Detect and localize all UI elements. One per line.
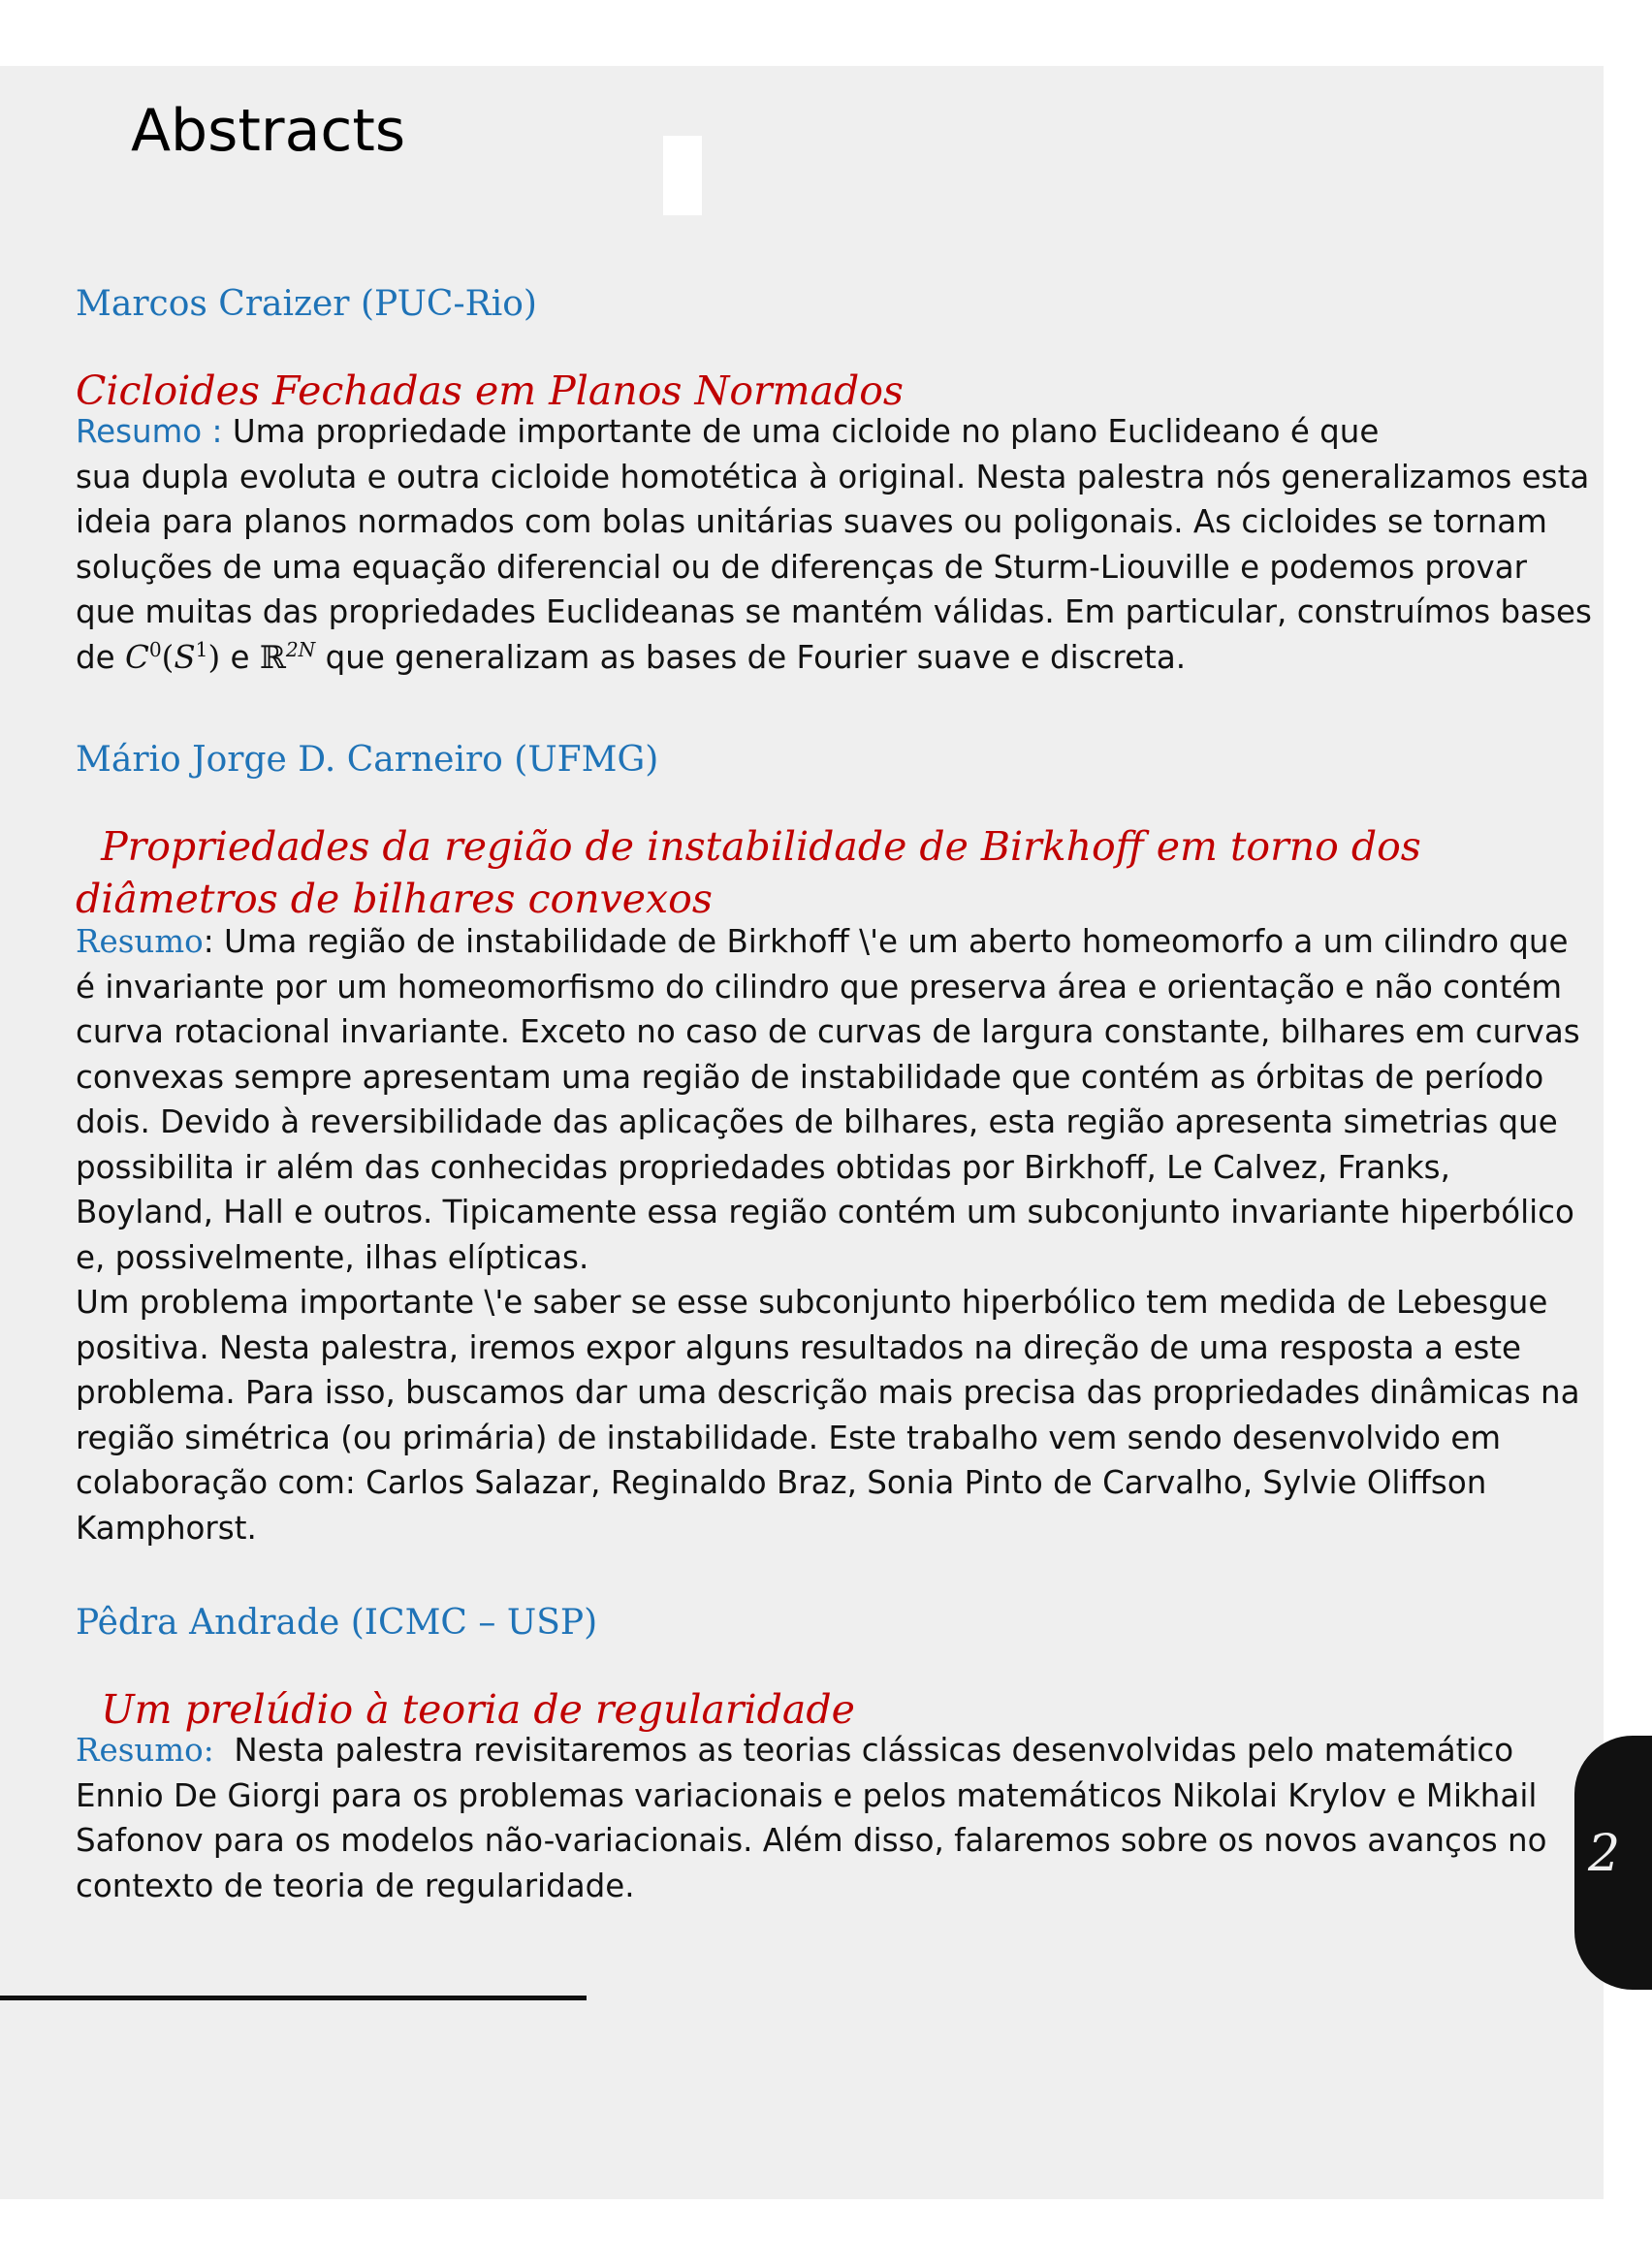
summary-line-text: Nesta palestra revisitaremos as teorias clássicas desenvolvidas pelo matemático: [213, 1732, 1514, 1769]
summary-line: problema. Para isso, buscamos dar uma descrição mais precisa das propriedades dinâmicas na: [76, 1374, 1580, 1411]
summary-line: convexas sempre apresentam uma região de instabilidade que contém as órbitas de período: [76, 1058, 1544, 1096]
talk-title-line: diâmetros de bilhares convexos: [76, 876, 713, 922]
summary-line: soluções de uma equação diferencial ou de diferenças de Sturm-Liouville e podemos provar: [76, 548, 1528, 586]
summary-line: sua dupla evoluta e outra cicloide homotética à original. Nesta palestra nós generalizamos esta: [76, 458, 1590, 495]
math-paren: ): [207, 638, 221, 676]
summary-line: positiva. Nesta palestra, iremos expor alguns resultados na direção de uma resposta a este: [76, 1328, 1522, 1366]
abstract-andrade: [76, 1602, 1549, 1908]
summary-line-text: : Uma região de instabilidade de Birkhoff \'e um aberto homeomorfo a um cilindro que: [203, 923, 1569, 960]
speaker-name: Mário Jorge D. Carneiro (UFMG): [76, 740, 659, 780]
summary-line: Ennio De Giorgi para os problemas variacionais e pelos matemáticos Nikolai Krylov e Mikhail: [76, 1776, 1538, 1814]
summary-line: curva rotacional invariante. Exceto no caso de curvas de largura constante, bilhares em curvas: [76, 1013, 1580, 1050]
talk-title-line: Um prelúdio à teoria de regularidade: [76, 1686, 855, 1733]
page-heading: Abstracts: [131, 97, 406, 165]
summary-line-math: [76, 635, 1549, 681]
decorative-white-block: [663, 136, 702, 215]
math-sup: 1: [195, 637, 208, 661]
page-number: 2: [1588, 1825, 1621, 1883]
math-connector: e: [220, 638, 260, 676]
summary-line: Kamphorst.: [76, 1509, 257, 1547]
summary-line: colaboração com: Carlos Salazar, Reginaldo Braz, Sonia Pinto de Carvalho, Sylvie Oliffson: [76, 1464, 1487, 1501]
summary-label: Resumo:: [76, 1732, 214, 1769]
math-s-space: S: [174, 638, 196, 676]
abstract-summary: [76, 919, 1580, 1550]
speaker-name: Marcos Craizer (PUC-Rio): [76, 284, 537, 324]
talk-title-line: Cicloides Fechadas em Planos Normados: [76, 367, 904, 414]
page-number-tab: [1574, 1736, 1652, 1990]
summary-line: que muitas das propriedades Euclideanas se mantém válidas. Em particular, construímos bases: [76, 593, 1592, 630]
abstract-craizer: [76, 283, 1592, 680]
summary-line: e, possivelmente, ilhas elípticas.: [76, 1238, 589, 1276]
summary-line: dois. Devido à reversibilidade das aplicações de bilhares, esta região apresenta simetrias que: [76, 1103, 1558, 1140]
summary-line: Um problema importante \'e saber se esse subconjunto hiperbólico tem medida de Lebesgue: [76, 1284, 1548, 1321]
horizontal-rule: [0, 1996, 587, 2000]
summary-line: ideia para planos normados com bolas unitárias suaves ou poligonais. As cicloides se tornam: [76, 503, 1547, 540]
summary-line: Safonov para os modelos não-variacionais. Além disso, falaremos sobre os novos avanços no: [76, 1822, 1547, 1859]
talk-title-line: Propriedades da região de instabilidade de Birkhoff em torno dos: [76, 823, 1421, 870]
math-c-space: C: [124, 638, 149, 676]
summary-line: [76, 1728, 1549, 1773]
math-paren: (: [161, 638, 175, 676]
summary-line: Boyland, Hall e outros. Tipicamente essa região contém um subconjunto invariante hiperbólico: [76, 1194, 1574, 1230]
summary-line: região simétrica (ou primária) de instabilidade. Este trabalho vem sendo desenvolvido em: [76, 1419, 1502, 1456]
math-sup: 0: [148, 637, 162, 661]
abstract-summary: [76, 409, 1592, 680]
summary-line: contexto de teoria de regularidade.: [76, 1867, 635, 1904]
abstract-summary: [76, 1728, 1549, 1908]
summary-line-text: Uma propriedade importante de uma cicloide no plano Euclideano é que: [222, 413, 1380, 450]
summary-label: Resumo: [76, 923, 204, 960]
summary-line: [76, 409, 1549, 455]
math-real-space: ℝ: [259, 638, 286, 676]
speaker-name: Pêdra Andrade (ICMC – USP): [76, 1603, 598, 1643]
math-suffix: que generalizam as bases de Fourier suave e discreta.: [315, 638, 1187, 676]
summary-line: [76, 919, 1569, 965]
math-sup: 2N: [285, 637, 316, 661]
math-prefix: de: [76, 638, 125, 676]
abstract-carneiro: [76, 739, 1580, 1550]
talk-title: [76, 820, 1549, 925]
summary-label: Resumo :: [76, 413, 223, 450]
summary-line: é invariante por um homeomorfismo do cilindro que preserva área e orientação e não contém: [76, 968, 1563, 1006]
summary-line: possibilita ir além das conhecidas propriedades obtidas por Birkhoff, Le Calvez, Franks,: [76, 1148, 1450, 1186]
